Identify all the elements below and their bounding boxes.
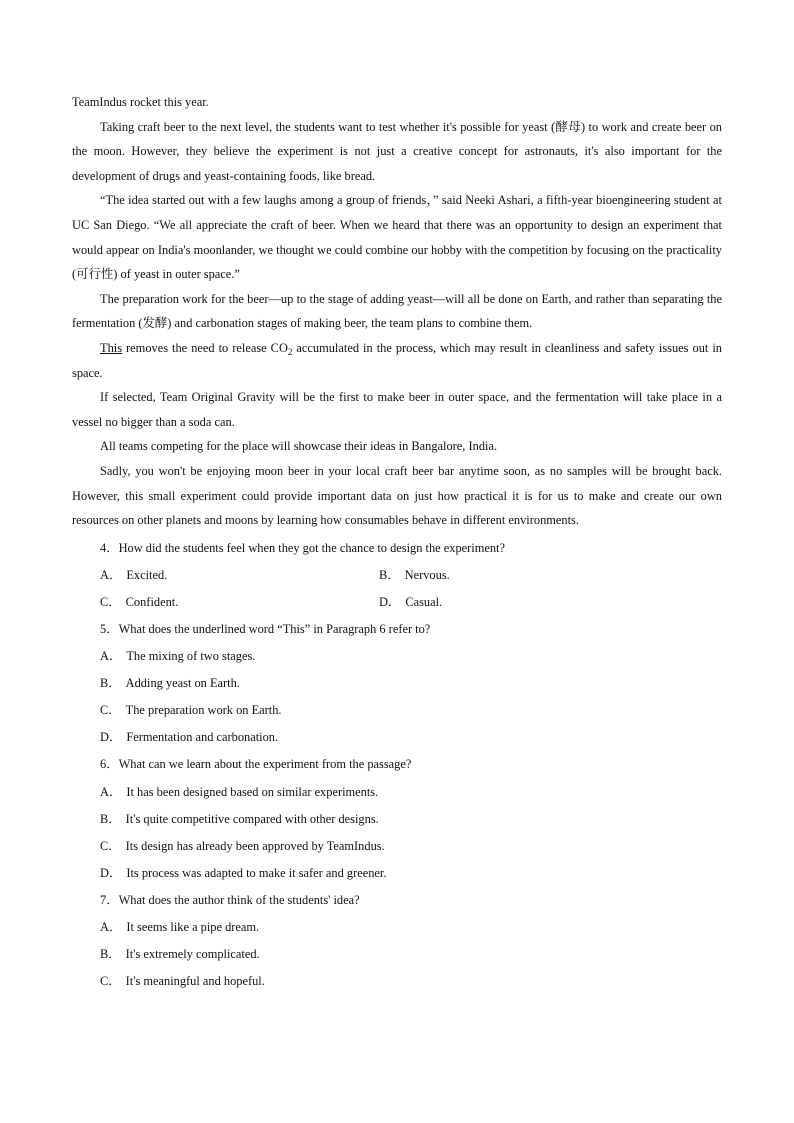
option-a	[72, 914, 722, 941]
option-c	[72, 697, 722, 724]
passage-paragraph-2: “The idea started out with a few laughs among a group of friends，” said Neeki Ashari, a fifth-year bioengineering student at UC San Diego. “We all appreciate the craft of beer. When we heard that there was an opportunity to design an experiment that would appear on India's moonlander, we thought we could combine our hobby with the competition by focusing on the practicality (可行性) of yeast in outer space.”	[72, 193, 722, 282]
option-text: Excited.	[126, 567, 168, 582]
option-text: It seems like a pipe dream.	[126, 920, 260, 934]
underlined-word-this: This	[100, 340, 123, 355]
option-text: The preparation work on Earth.	[125, 703, 282, 718]
option-label: B．	[100, 676, 121, 691]
question-6	[72, 751, 722, 886]
question-stem: 6．What can we learn about the experiment from the passage?	[100, 757, 412, 772]
question-7	[72, 887, 722, 995]
option-row	[72, 562, 722, 589]
option-text: Confident.	[125, 594, 179, 609]
question-5	[72, 616, 722, 751]
passage-paragraph-5: If selected, Team Original Gravity will be the first to make beer in outer space, and the fermentation will take place in a vessel no bigger than a soda can.	[72, 390, 722, 429]
option-c	[72, 833, 722, 860]
option-text: Adding yeast on Earth.	[125, 676, 240, 691]
passage-paragraph-7: Sadly, you won't be enjoying moon beer in your local craft beer bar anytime soon, as no samples will be brought back. However, this small experiment could provide important data on just how practical it is for us to make and create our own resources on other planets and moons by learning how consumables behave in different environments.	[72, 463, 722, 528]
question-4	[72, 535, 722, 616]
passage-paragraph-4	[72, 336, 722, 385]
option-text: Casual.	[405, 594, 443, 609]
option-d	[72, 860, 722, 887]
option-label: A．	[100, 567, 122, 582]
question-stem: 7．What does the author think of the students' idea?	[100, 892, 360, 907]
reading-passage	[72, 90, 722, 533]
question-stem: 5．What does the underlined word “This” in Paragraph 6 refer to?	[100, 621, 431, 636]
option-d	[379, 589, 658, 616]
option-b	[379, 562, 658, 589]
option-label: B．	[379, 567, 400, 582]
option-b	[72, 670, 722, 697]
option-text: It has been designed based on similar experiments.	[126, 784, 379, 799]
option-text: It's quite competitive compared with other designs.	[125, 811, 379, 826]
option-label: C．	[100, 974, 121, 989]
passage-paragraph-4-text-a: removes the need to release CO	[122, 340, 288, 355]
question-list	[72, 535, 722, 996]
option-a	[72, 643, 722, 670]
question-stem: 4．How did the students feel when they got the chance to design the experiment?	[100, 540, 505, 555]
co2-subscript: 2	[287, 346, 293, 357]
option-d	[72, 724, 722, 751]
option-c	[100, 589, 379, 616]
option-text: It's meaningful and hopeful.	[125, 974, 265, 989]
option-label: C．	[100, 838, 121, 853]
option-label: C．	[100, 594, 121, 609]
passage-paragraph-4-text-b: accumulated in the process, which may result in cleanliness and safety issues out in space.	[72, 340, 722, 380]
option-label: B．	[100, 811, 121, 826]
option-label: D．	[100, 730, 122, 745]
option-a	[72, 779, 722, 806]
option-b	[72, 941, 722, 968]
option-label: A．	[100, 920, 122, 934]
option-label: D．	[100, 865, 122, 880]
option-text: The mixing of two stages.	[126, 649, 256, 664]
option-label: A．	[100, 784, 122, 799]
option-label: B．	[100, 947, 121, 962]
option-text: Fermentation and carbonation.	[126, 730, 279, 745]
option-label: A．	[100, 649, 122, 664]
option-b	[72, 806, 722, 833]
option-label: D．	[379, 594, 401, 609]
option-text: Nervous.	[404, 567, 450, 582]
passage-paragraph-3: The preparation work for the beer—up to the stage of adding yeast—will all be done on Earth, and rather than separating the fermentation (发酵) and carbonation stages of making beer, the team plans to combine them.	[72, 291, 722, 331]
option-row	[72, 589, 722, 616]
option-label: C．	[100, 703, 121, 718]
passage-paragraph-1: Taking craft beer to the next level, the students want to test whether it's possible for yeast (酵母) to work and create beer on the moon. However, they believe the experiment is not just a creative concept for astronauts, it's also important for the development of drugs and yeast-containing foods, like bread.	[72, 119, 722, 183]
option-a	[100, 562, 379, 589]
passage-continuation-line: TeamIndus rocket this year.	[72, 95, 209, 109]
option-text: It's extremely complicated.	[125, 947, 260, 962]
option-c	[72, 968, 722, 995]
passage-paragraph-6: All teams competing for the place will showcase their ideas in Bangalore, India.	[100, 439, 498, 454]
option-text: Its design has already been approved by TeamIndus.	[125, 838, 385, 853]
option-text: Its process was adapted to make it safer and greener.	[126, 865, 387, 880]
